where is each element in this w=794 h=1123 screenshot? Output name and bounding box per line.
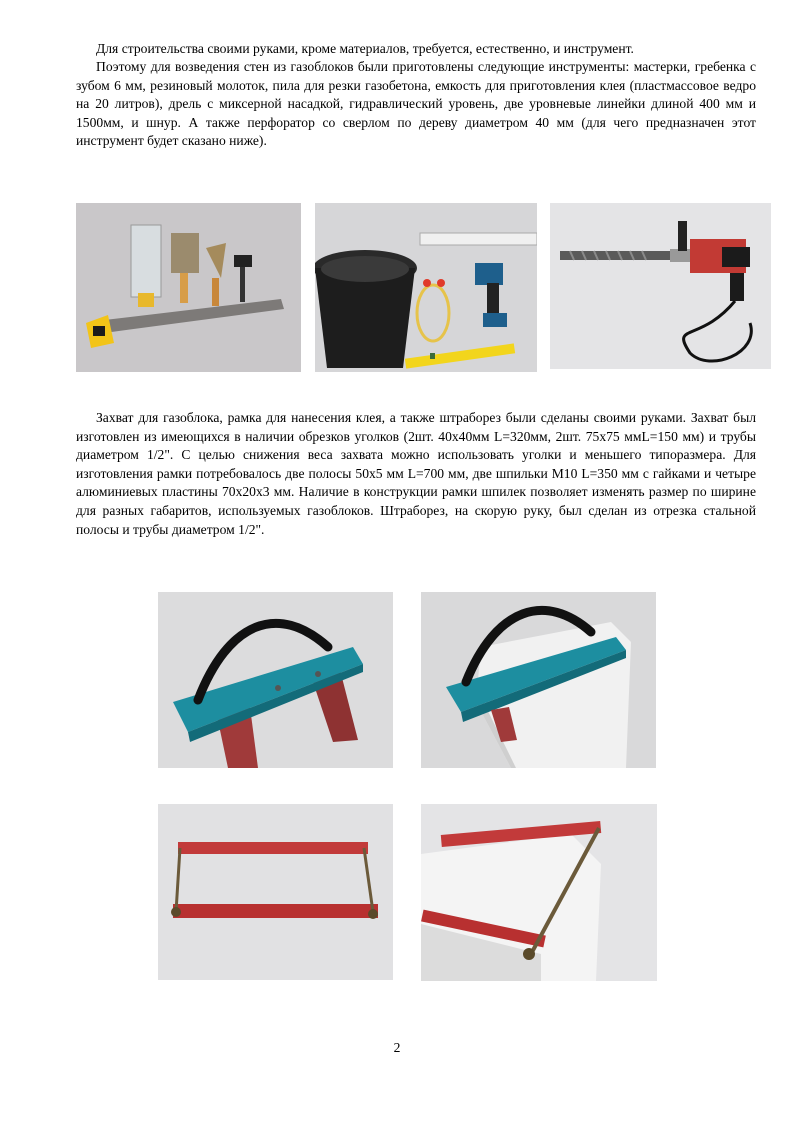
diy-paragraph: Захват для газоблока, рамка для нанесения клея, а также штраборез были сделаны своими руками. Захват был изготовлен из имеющихся в наличии обрезков уголков (2шт. 40х40мм L=320мм, 2шт. 75х75 ммL=150 мм) и трубы диаметром 1/2". С целью снижения веса захвата можно использовать уголки и меньшего типоразмера. Для изготовления рамки потребовалось две полосы 50х5 мм L=700 мм, две шпильки М10 L=350 мм с гайками и четыре алюминиевых пластины 70х20х3 мм. Наличие в конструкции рамки шпилек позволяет изменять размер по ширине для разных габаритов, используемых газоблоков. Штраборез, на скорую руку, был сделан из отрезка стальной полосы и трубы диаметром 1/2". — [76, 410, 756, 537]
photo-glue-frame-on-block — [421, 804, 657, 981]
photo-glue-frame — [158, 804, 393, 980]
page-number: 2 — [393, 1040, 401, 1055]
photo-bucket-drill-levels — [315, 203, 537, 372]
intro-paragraph: Для строительства своими руками, кроме материалов, требуется, естественно, и инструмент. — [96, 41, 634, 56]
photo-hand-tools — [76, 203, 301, 372]
tools-paragraph: Поэтому для возведения стен из газоблоков были приготовлены следующие инструменты: мастерки, гребенка с зубом 6 мм, резиновый молоток, пила для резки газобетона, емкость для приготовления клея (пластмассовое ведро на 20 литров), дрель с миксерной насадкой, гидравлический уровень, две уровневые линейки длиной 400 мм и 1500мм, и шнур. А также перфоратор со сверлом по дереву диаметром 40 мм (для чего предназначен этот инструмент будет сказано ниже). — [76, 59, 756, 149]
photo-block-grip — [158, 592, 393, 768]
photo-block-grip-on-block — [421, 592, 656, 768]
photo-rotary-hammer — [550, 203, 771, 369]
